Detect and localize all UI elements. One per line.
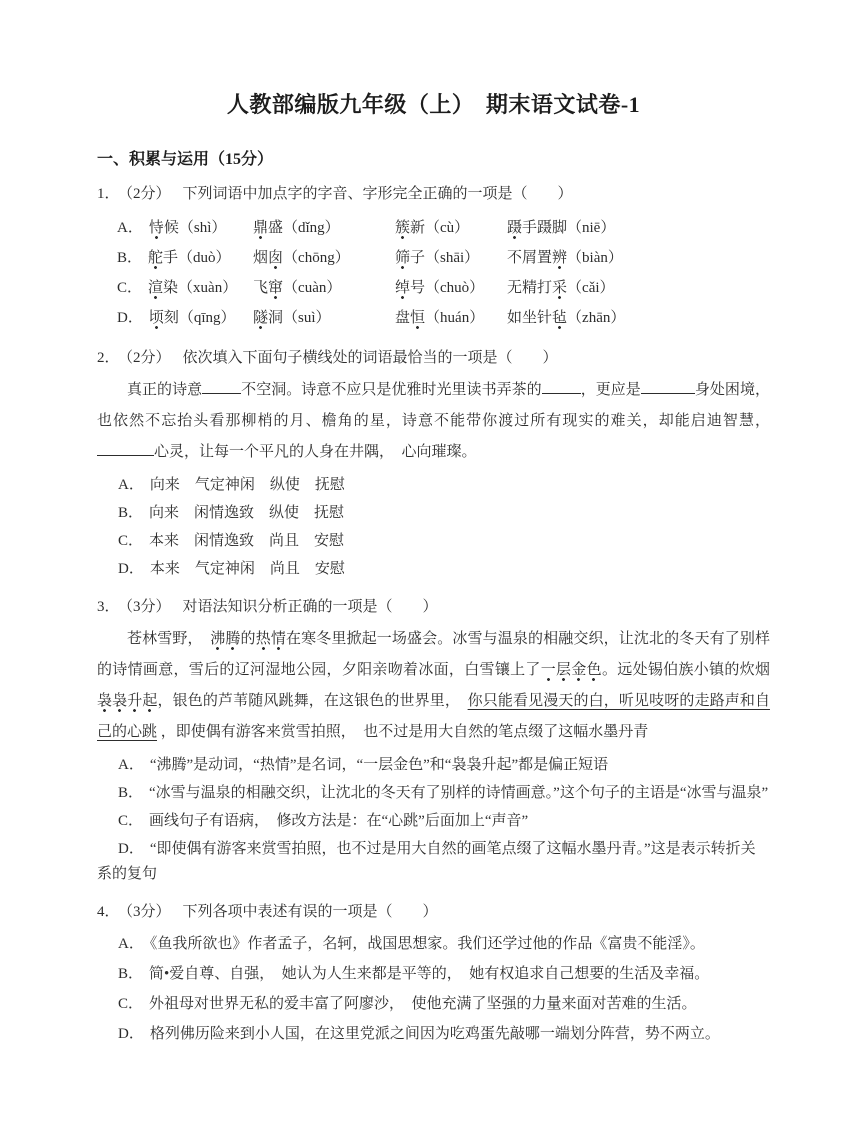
dotted-text: 舵	[148, 250, 163, 270]
text-segment: 的	[240, 631, 256, 647]
word-item	[507, 213, 770, 243]
option-label: B．	[118, 785, 144, 801]
dotted-text: 簇	[395, 220, 410, 240]
text-segment: 手（duò）	[163, 250, 231, 266]
question-3-passage	[97, 624, 770, 748]
option-label: A．	[117, 220, 143, 236]
option-label: A．	[118, 477, 144, 493]
option-label: C．	[118, 533, 144, 549]
option-text: 本来 气定神闲 尚且 安慰	[149, 561, 345, 577]
dotted-text: 鼎	[253, 220, 268, 240]
word-item	[149, 310, 236, 330]
text-segment: ，更应是	[580, 382, 641, 398]
option-text: 向来 闲情逸致 纵使 抚慰	[149, 505, 345, 521]
option-text: 画线句子有语病， 修改方法是：在“心跳”后面加上“声音”	[149, 813, 529, 829]
dotted-text: 沸腾	[210, 631, 240, 651]
option-d	[97, 557, 770, 582]
dotted-text: 采	[552, 280, 567, 300]
text-segment: ，即使偶有游客来赏雪拍照， 也不过是用大自然的笔点缀了这幅水墨丹青	[157, 724, 649, 740]
text-segment: 号（chuò）	[410, 280, 485, 296]
text-segment: （cuàn）	[283, 280, 342, 296]
option-text: 本来 闲情逸致 尚且 安慰	[149, 533, 345, 549]
option-text: “即使偶有游客来赏雪拍照，也不过是用大自然的画笔点缀了这幅水墨丹青。”这是表示转折关系的复句	[97, 841, 756, 882]
option-text: 格列佛历险来到小人国，在这里党派之间因为吃鸡蛋先敲哪一端划分阵营，势不两立。	[149, 1026, 720, 1042]
option-label: D．	[117, 310, 143, 326]
dotted-text: 渲	[148, 280, 163, 300]
option-text: 向来 气定神闲 纵使 抚慰	[149, 477, 345, 493]
word-item	[253, 303, 395, 333]
option-label: C．	[118, 813, 144, 829]
answer-blank	[97, 442, 154, 456]
dotted-text: 囱	[268, 250, 283, 270]
word-item	[507, 273, 770, 303]
question-points: （3分）	[125, 904, 171, 920]
page-title: 人教部编版九年级（上） 期末语文试卷-1	[226, 92, 641, 117]
option-c	[97, 529, 770, 554]
question-2-options	[97, 473, 770, 582]
dotted-text: 热情	[256, 631, 286, 651]
answer-blank	[542, 380, 581, 394]
question-number: 1．	[97, 186, 120, 202]
text-segment: 如坐针	[507, 310, 553, 326]
option-row-a	[117, 213, 770, 243]
word-item	[395, 303, 507, 333]
option-c	[97, 809, 770, 834]
text-segment: 苍林雪野，	[127, 631, 211, 647]
dotted-text: 窜	[268, 280, 283, 300]
text-segment: 不空洞。诗意不应只是优雅时光里读书弄茶的	[241, 382, 542, 398]
option-a	[97, 929, 770, 959]
text-segment: 盛（dǐng）	[268, 220, 340, 236]
answer-blank	[641, 380, 695, 394]
text-segment: 染（xuàn）	[163, 280, 238, 296]
question-1	[97, 182, 770, 333]
text-segment: 真正的诗意	[127, 382, 203, 398]
question-number: 3．	[97, 599, 120, 615]
text-segment: （chōng）	[283, 250, 350, 266]
question-2-passage	[97, 375, 770, 468]
text-segment: 刻（qīng）	[163, 310, 236, 326]
option-a	[97, 473, 770, 498]
question-stem-text: 下列词语中加点字的字音、字形完全正确的一项是（ ）	[182, 186, 573, 202]
text-segment: 不屑置	[507, 250, 553, 266]
dotted-text: 绰	[395, 280, 410, 300]
option-b	[97, 501, 770, 526]
option-d	[97, 837, 770, 887]
text-segment: （biàn）	[567, 250, 623, 266]
question-points: （3分）	[125, 599, 171, 615]
text-segment: 手蹑脚（niē）	[522, 220, 616, 236]
word-item	[507, 303, 770, 333]
text-segment: ，银色的芦苇随风跳舞，在这银色的世界里，	[157, 693, 468, 709]
question-4-options	[97, 929, 770, 1049]
word-item	[395, 243, 507, 273]
option-label: C．	[118, 996, 144, 1012]
option-label: A．	[118, 936, 144, 952]
dotted-text: 毡	[552, 310, 567, 330]
text-segment: （huán）	[425, 310, 485, 326]
text-segment: （zhān）	[567, 310, 626, 326]
question-2-stem	[97, 346, 770, 370]
text-segment: 心灵，让每一个平凡的人身在井隅， 心向璀璨。	[154, 444, 477, 460]
text-segment: 新（cù）	[410, 220, 470, 236]
text-segment: 在寒冬里掀起一场盛会。冰雪与温泉的相融交织，让沈北的冬天有了别样的诗情画意，雪后的辽河湿地公园，夕阳亲吻着冰面，白雪镶上了	[97, 631, 770, 678]
question-stem-text: 下列各项中表述有误的一项是（ ）	[182, 904, 438, 920]
option-row-d	[117, 303, 770, 333]
question-3-stem	[97, 595, 770, 619]
option-text: “沸腾”是动词，“热情”是名词，“一层金色”和“袅袅升起”都是偏正短语	[149, 757, 609, 773]
option-text: “冰雪与温泉的相融交织，让沈北的冬天有了别样的诗情画意。”这个句子的主语是“冰雪与温泉”	[149, 785, 769, 801]
question-points: （2分）	[125, 186, 171, 202]
dotted-text: 一层金色	[541, 662, 602, 682]
text-segment: 洞（suì）	[268, 310, 331, 326]
question-number: 4．	[97, 904, 120, 920]
dotted-text: 袅袅升起	[97, 693, 158, 713]
dotted-text: 蹑	[507, 220, 522, 240]
option-text: 《鱼我所欲也》作者孟子，名轲，战国思想家。我们还学过他的作品《富贵不能淫》。	[149, 936, 705, 952]
text-segment: 飞	[253, 280, 269, 296]
option-label: D．	[118, 1026, 144, 1042]
text-segment: 无精打	[507, 280, 553, 296]
option-label: B．	[118, 966, 144, 982]
word-item	[395, 213, 507, 243]
question-4	[97, 900, 770, 1049]
option-row-b	[117, 243, 770, 273]
dotted-text: 辨	[552, 250, 567, 270]
word-item	[253, 213, 395, 243]
word-item	[395, 273, 507, 303]
text-segment: 候（shì）	[163, 220, 227, 236]
option-b	[97, 959, 770, 989]
option-label: C．	[117, 280, 143, 296]
question-3	[97, 595, 770, 887]
option-b	[97, 781, 770, 806]
question-3-options	[97, 753, 770, 887]
question-points: （2分）	[125, 350, 171, 366]
section-heading: 一、积累与运用（15分）	[97, 151, 274, 168]
dotted-text: 恃	[149, 220, 164, 240]
option-text: 外祖母对世界无私的爱丰富了阿廖沙， 使他充满了坚强的力量来面对苦难的生活。	[149, 996, 697, 1012]
answer-blank	[202, 380, 241, 394]
question-2	[97, 346, 770, 582]
option-c	[97, 989, 770, 1019]
word-item	[148, 250, 231, 270]
word-item	[253, 273, 395, 303]
option-label: B．	[117, 250, 143, 266]
underlined-text: 你只能看见漫天的白，听见吱呀的走路声和自己的心跳	[97, 693, 770, 740]
option-row-c	[117, 273, 770, 303]
option-label: B．	[118, 505, 144, 521]
question-4-stem	[97, 900, 770, 924]
text-segment: （cǎi）	[567, 280, 615, 296]
question-stem-text: 对语法知识分析正确的一项是（ ）	[182, 599, 438, 615]
question-1-stem	[97, 182, 770, 206]
text-segment: 身处困境，也依然不忘抬头看那柳梢的月、檐角的星，诗意不能带你渡过所有现实的难关，却能启迪智慧，	[97, 382, 770, 429]
dotted-text: 筛	[395, 250, 410, 270]
word-item	[148, 280, 237, 300]
dotted-text: 隧	[253, 310, 268, 330]
question-stem-text: 依次填入下面句子横线处的词语最恰当的一项是（ ）	[182, 350, 558, 366]
dotted-text: 恒	[410, 310, 425, 330]
question-1-options	[117, 213, 770, 333]
option-a	[97, 753, 770, 778]
text-segment: 子（shāi）	[410, 250, 480, 266]
word-item	[507, 243, 770, 273]
option-label: D．	[118, 841, 144, 857]
option-d	[97, 1019, 770, 1049]
question-number: 2．	[97, 350, 120, 366]
text-segment: 。远处锡伯族小镇的炊烟	[601, 662, 770, 678]
dotted-text: 顷	[149, 310, 164, 330]
option-label: D．	[118, 561, 144, 577]
text-segment: 烟	[253, 250, 269, 266]
word-item	[149, 220, 227, 240]
option-label: A．	[118, 757, 144, 773]
option-text: 简•爱自尊、自强， 她认为人生来都是平等的， 她有权追求自己想要的生活及幸福。	[149, 966, 710, 982]
word-item	[253, 243, 395, 273]
text-segment: 盘	[395, 310, 411, 326]
